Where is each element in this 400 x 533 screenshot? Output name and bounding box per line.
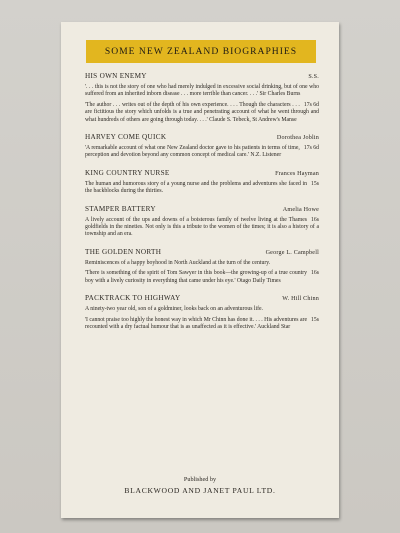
book-entry-header — [85, 133, 319, 144]
book-author: Frances Hayman — [275, 170, 319, 177]
book-entry — [85, 169, 319, 196]
book-title: PACKTRACK TO HIGHWAY — [85, 294, 181, 303]
series-title: SOME NEW ZEALAND BIOGRAPHIES — [104, 46, 298, 57]
description-text: The human and humorous story of a young nurse and the problems and adventures she faced in the backblocks during the thirties. — [85, 180, 307, 195]
book-title: THE GOLDEN NORTH — [85, 247, 162, 256]
book-description — [85, 260, 319, 267]
book-price: 16s — [311, 216, 319, 223]
book-price: 16s — [311, 270, 319, 277]
book-entry-header — [85, 169, 319, 180]
book-price: 17s 6d — [303, 101, 319, 108]
description-text: 'I cannot praise too highly the honest way in which Mr Chinn has done it. . . . His adventures are recounted with a dry factual humour that is as unaffected as it is effective.' Auckland Star — [85, 316, 307, 330]
book-entry — [85, 205, 319, 239]
book-author: W. Hill Chinn — [282, 296, 319, 303]
book-entry-header — [85, 205, 319, 216]
book-title: HIS OWN ENEMY — [85, 72, 147, 80]
book-description — [85, 306, 319, 313]
description-text: 'The author . . . writes out of the depth of his own experience. . . . Though the characters . . . are fictitious the story which unfolds is a true and penetrating account of what he went through and what hundreds of others are going through today. . . .' Claude S. Tebeck, St Andrew's Manse — [85, 101, 319, 123]
book-list — [85, 72, 319, 340]
book-entry — [85, 72, 319, 124]
description-text: 'A remarkable account of what one New Zealand doctor gave to his patients in terms of time, perception and devotion beyond any common concept of medical care.' N.Z. Listener — [85, 145, 300, 159]
description-text: A ninety-two year old, son of a goldminer, looks back on an adventurous life. — [85, 306, 263, 313]
book-price: 15s — [311, 316, 319, 323]
book-description — [85, 181, 319, 196]
book-description — [85, 317, 319, 332]
book-price: 17s 6d — [303, 145, 319, 152]
book-description — [85, 102, 319, 124]
description-text: A lively account of the ups and downs of a boisterous family of twelve living at the Thames goldfields in the nineties. Not only is this a tribute to the women of the times; it is also a history of a township and an era. — [85, 216, 319, 238]
book-entry-header — [85, 294, 319, 305]
book-back-cover — [61, 22, 339, 518]
book-author: Amelia Howe — [282, 206, 319, 213]
publisher-name: BLACKWOOD AND JANET PAUL LTD. — [124, 486, 276, 495]
series-banner — [86, 40, 316, 63]
published-by-label: Published by — [183, 476, 217, 483]
book-entry — [85, 248, 319, 285]
book-entry — [85, 294, 319, 331]
book-price: 15s — [311, 180, 319, 187]
book-description — [85, 145, 319, 160]
publisher-footer — [61, 476, 339, 495]
book-author: Dorothea Joblin — [276, 135, 319, 142]
book-description — [85, 217, 319, 239]
book-entry — [85, 133, 319, 160]
book-author: George L. Campbell — [265, 249, 319, 256]
book-title: STAMPER BATTERY — [85, 204, 156, 213]
description-text: Reminiscences of a happy boyhood in North Auckland at the turn of the century. — [85, 259, 271, 266]
book-entry-header — [85, 248, 319, 259]
book-entry-header — [85, 72, 319, 83]
book-author: S.S. — [308, 74, 319, 80]
book-title: HARVEY COME QUICK — [85, 133, 167, 142]
book-title: KING COUNTRY NURSE — [85, 168, 170, 177]
book-description — [85, 270, 319, 285]
book-description — [85, 84, 319, 99]
description-text: '. . . this is not the story of one who had merely indulged in excessive social drinking, but of one who suffered from an inherited inborn disease . . . more terrible than cancer. . . .' Sir Charles Burns — [85, 84, 319, 98]
description-text: 'There is something of the spirit of Tom Sawyer in this book—the growing-up of a true country boy with a lively curiosity in everything that came under his eye.' Otago Daily Times — [85, 270, 307, 284]
